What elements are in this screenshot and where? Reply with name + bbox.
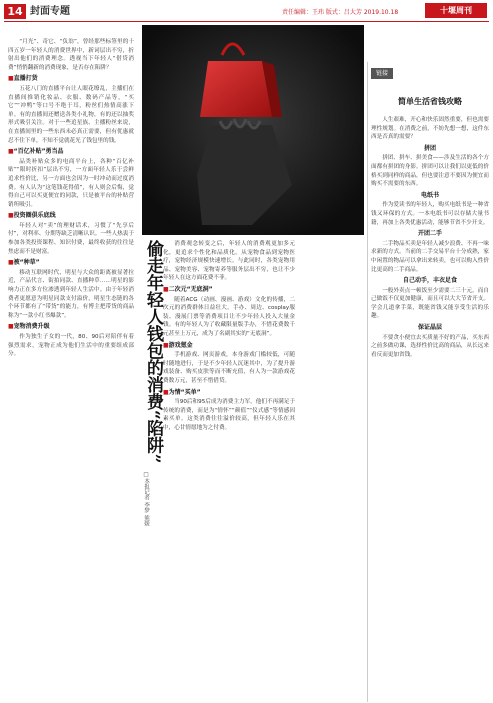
body-paragraph: 不要贪小便宜去买质量不好的产品，买东西之前多做功课，选择性价比高的商品，从长远来看反而更加省钱。 [371, 334, 489, 358]
body-paragraph: 品类补贴众多的电商平台上，各种“百亿补贴”“限时折扣”层出不穷，一方面年轻人乐于尝鲜追求性价比，另一方面也会因为一时冲动而过度消费。有人认为“这笔钱花得值”，有人则会后悔，觉得自己可以买更便宜的同款，只是被平台的补贴营销所吸引。 [8, 158, 134, 208]
sidebar-heading: 拼团 [423, 144, 436, 152]
body-paragraph: 消费观念转变之后，年轻人的消费观更加多元化，更追求个性化和品质化。从宠物食品到宠物医疗，宠物经济规模快速增长。与此同时，各类宠物用品、宠物美容、宠物寄养等服务层出不穷，也让不少年轻人在这方面花费不菲。 [163, 241, 295, 282]
page-header [0, 0, 493, 22]
byline: □本报记者 李梦 熊媛 [143, 472, 149, 527]
body-paragraph: 二手物品买卖是年轻人减少浪费、不再一味求新的方式。当前的二手交易平台十分成熟，家中闲置的物品可以拿出来转卖，也可以购入性价比更高的二手商品。 [371, 240, 489, 273]
link-tag: 链接 [371, 68, 393, 79]
sidebar-heading: 电纸书 [420, 191, 439, 199]
section-heading: ■直播打货 [8, 75, 38, 83]
intro-paragraph: “月光”、奇它、“负翁”，曾经那些标签里的十四五岁一年轻人的消费世界中，新词层出不穷，折射出他们的消费理念。透视当下年轻人“借贷消费”悄悄翻新的消费现象，是否存在陷阱？ [8, 39, 134, 71]
section-heading: ■被“种草” [8, 259, 40, 267]
section-heading: ■“百亿补贴”勇当品 [8, 148, 64, 156]
sidebar-heading: 保证晶层 [417, 324, 442, 332]
body-paragraph: 一般外卖点一顿饭至少需要二三十元，而自己做饭不仅更加健康，而且可以大大节省开支。学会几道拿手菜，既能省钱又能享受生活的乐趣。 [371, 287, 489, 320]
body-paragraph: 作为爱读书的年轻人，购买电纸书是一种省钱又环保的方式。一本电纸书可以存储大量书籍，再加上各类优惠活动，能够节省不少开支。 [371, 202, 489, 226]
sidebar-title: 简单生活省钱攻略 [398, 97, 462, 106]
body-paragraph: 移动互联网时代，明星与大众的距离被显著拉近，产品代言、街拍同款、直播种草……明星的影响力正在多方位渗透到年轻人生活中。由于年轻消费者更愿意为明星同款支付溢价，明星生态链的各个环节都有了“带货”的能力，有博主把带货的商品称为“一款小红书爆款”。 [8, 269, 134, 319]
section-heading: ■游戏氪金 [163, 341, 193, 349]
sidebar-heading: 开团二手 [417, 230, 442, 238]
section-title: 封面专题 [30, 6, 70, 17]
left-column [8, 38, 134, 360]
body-paragraph: 拼团、拼车、拼美食——涉及生活的各个方面都有拼团的身影。拼团可以让我们以更低的价格买到同样的商品，但也要注意不要因为便宜而购买不需要的东西。 [371, 155, 489, 188]
body-paragraph: 随着ACG（动画、漫画、游戏）文化的传播，二次元的消费群体日益壮大。手办、周边、cosplay服装、漫展门票等消费项目让不少年轻人投入大量金钱。有的年轻人为了收藏限量版手办，不惜花费数千元甚至上万元，成为了名副其实的“无底洞”。 [163, 296, 295, 337]
middle-column [163, 240, 295, 433]
right-column [371, 116, 489, 360]
section-heading: ■宠物消费升级 [8, 323, 50, 331]
shopping-bag-hand-illustration [142, 25, 364, 235]
section-heading: ■二次元“无底洞” [163, 285, 213, 293]
body-paragraph: 人生艰难，开心和快乐固然重要，但也需要理性规划。在消费之前，不妨先想一想，这件东西是否真的需要？ [371, 117, 489, 141]
body-paragraph: 作为独生子女的一代，80、90后对陪伴有着强烈需求，宠物正成为他们生活中的重要组成部分。 [8, 334, 134, 358]
body-paragraph: 手机游戏、网页游戏，本身游戏门槛较低，可随时随地进行，于是不少年轻人沉迷其中，为了提升游戏装备、购买皮肤等而不断充值，有人为一款游戏花费数万元，甚至不惜借贷。 [163, 352, 295, 384]
section-heading: ■为情“买单” [163, 388, 201, 396]
column-divider [367, 62, 368, 702]
header-rule [4, 21, 489, 22]
section-heading: ■投资圈俱乐底线 [8, 212, 56, 220]
masthead: 十堰周刊 [425, 3, 487, 18]
body-paragraph: 当90后和95后成为消费主力军，他们不再满足于传统的消费，而是为“情怀”“颜值”“仪式感”等情感因素买单。这类消费往往溢价较高，但年轻人乐在其中，心甘情愿地为之付费。 [163, 399, 295, 431]
article-title: 偷走年轻人钱包的消费“陷阱” [143, 240, 163, 464]
cover-photo [142, 25, 364, 235]
editor-credits: 责任编辑：王玮 版式：吕大芳 2019.10.18 [282, 9, 399, 16]
body-paragraph: 五花八门的直播平台让人眼花缭乱，主播们在直播间推销化妆品、衣服、数码产品等，“买它”“冲鸭”等口号不绝于耳，粉丝们热情高涨下单。有的直播间还赠送各类小礼物，有的还以抽奖形式吸引关注。对于一些追星族、主播粉丝来说，在直播间里的一些东西未必真正需要，但有优惠就忍不住下单，不知不觉就花光了钱包里的钱。 [8, 85, 134, 144]
body-paragraph: 年轻人对“卖”的理财话术，习惯了“先享后付”，对利率、分期等缺乏清晰认识。一些人热衷于参加各类投资课程、知识付费，最终收获的往往是焦虑而不是财富。 [8, 222, 134, 255]
page-number: 14 [4, 4, 26, 19]
sidebar-heading: 自己动手，丰衣足食 [402, 277, 457, 285]
